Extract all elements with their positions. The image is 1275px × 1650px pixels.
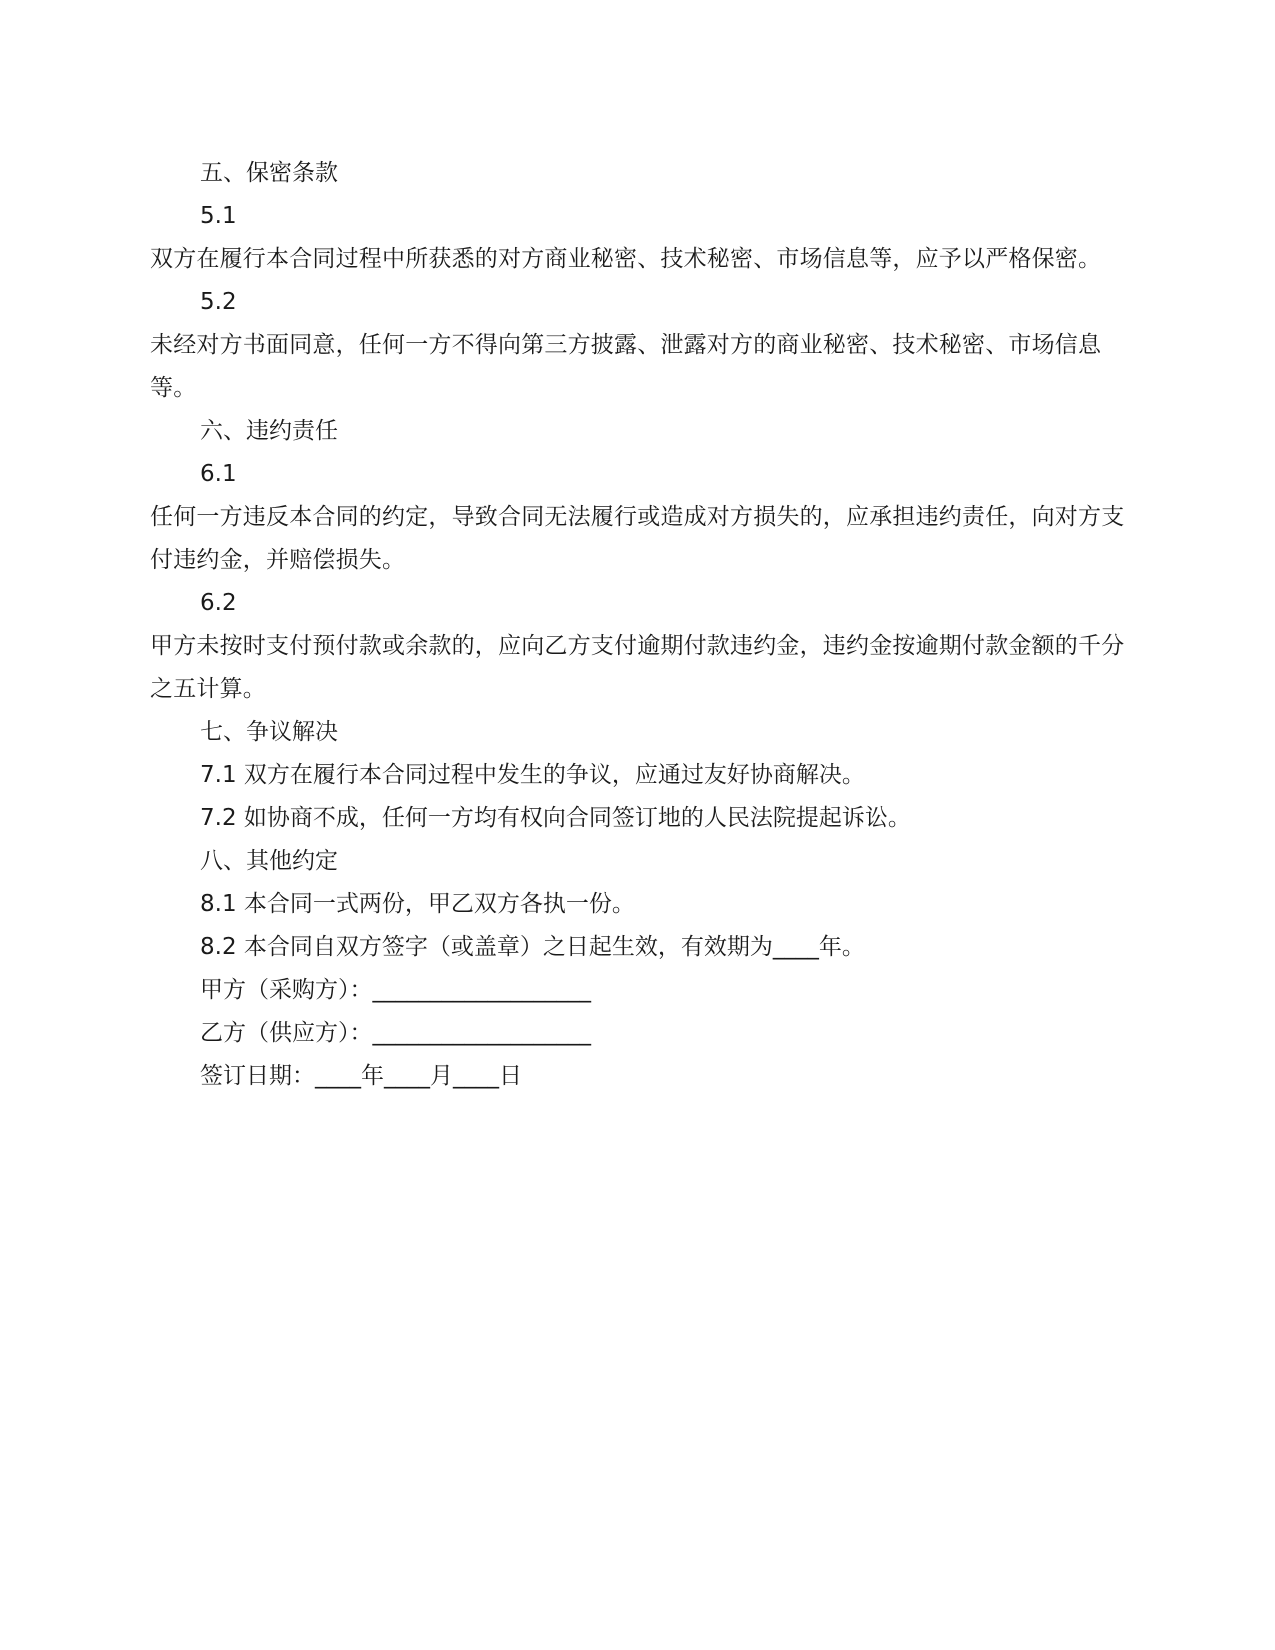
signature-party-b: 乙方（供应方）：___________________ xyxy=(200,1020,591,1046)
signing-date: 签订日期：____年____月____日 xyxy=(200,1063,522,1089)
clause-number: 6.1 xyxy=(200,461,237,487)
clause-text: 双方在履行本合同过程中所获悉的对方商业秘密、技术秘密、市场信息等，应予以严格保密。 xyxy=(150,246,1102,272)
clause-number: 5.2 xyxy=(200,289,237,315)
section-heading-liability: 六、违约责任 xyxy=(200,418,338,444)
clause-number: 5.1 xyxy=(200,203,237,229)
section-heading-other: 八、其他约定 xyxy=(200,848,338,874)
clause-line: 7.1 双方在履行本合同过程中发生的争议，应通过友好协商解决。 xyxy=(200,762,865,788)
clause-line: 7.2 如协商不成，任何一方均有权向合同签订地的人民法院提起诉讼。 xyxy=(200,805,911,831)
clause-text: 甲方未按时支付预付款或余款的，应向乙方支付逾期付款违约金，违约金按逾期付款金额的千分之五计算。 xyxy=(150,633,1125,702)
document-body xyxy=(150,152,1125,1098)
clause-text: 未经对方书面同意，任何一方不得向第三方披露、泄露对方的商业秘密、技术秘密、市场信息等。 xyxy=(150,332,1102,401)
clause-line: 8.1 本合同一式两份，甲乙双方各执一份。 xyxy=(200,891,635,917)
clause-text: 任何一方违反本合同的约定，导致合同无法履行或造成对方损失的，应承担违约责任，向对方支付违约金，并赔偿损失。 xyxy=(150,504,1125,573)
clause-number: 6.2 xyxy=(200,590,237,616)
section-heading-dispute: 七、争议解决 xyxy=(200,719,338,745)
signature-party-a: 甲方（采购方）：___________________ xyxy=(200,977,591,1003)
section-heading-confidentiality: 五、保密条款 xyxy=(200,160,338,186)
clause-line: 8.2 本合同自双方签字（或盖章）之日起生效，有效期为____年。 xyxy=(200,934,865,960)
